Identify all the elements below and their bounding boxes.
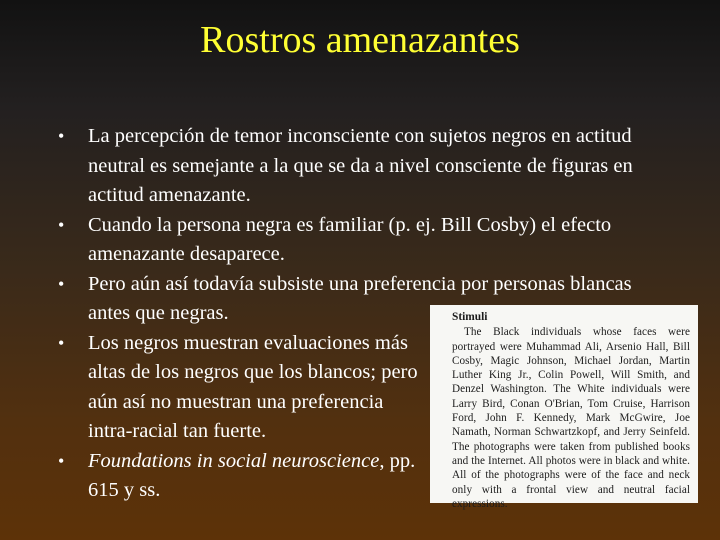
excerpt-body: The Black individuals whose faces were portrayed were Muhammad Ali, Arsenio Hall, Bill Cosby, Magic Johnson, Michael Jordan, Martin Luther King Jr., Colin Powell, Will Smith, and Denzel Washington. The White individuals were Larry Bird, Conan O'Brian, Tom Cruise, Harrison Ford, John F. Kennedy, Mark McGwire, Joe Namath, Norman Schwartzkopf, and Jerry Seinfeld. The photographs were taken from published books and the Internet. All photos were in black and white. All of the photographs were of the face and neck only with a frontal view and neutral facial expressions. — [452, 326, 690, 510]
bullet-item — [58, 122, 658, 211]
bullet-icon: • — [58, 126, 65, 146]
bullet-text: Pero aún así todavía subsiste una preferencia por personas blancas antes que negras. — [88, 272, 632, 324]
reference-title: Foundations in social neuroscience — [88, 449, 380, 472]
bullet-icon: • — [58, 450, 65, 471]
bullet-icon: • — [58, 214, 65, 235]
slide-title: Rostros amenazantes — [200, 19, 520, 61]
bullet-text: Los negros muestran evaluaciones más altas de los negros que los blancos; pero aún así no muestran una preferencia intra-racial tan fuerte. — [88, 331, 418, 442]
bullet-text: La percepción de temor inconsciente con sujetos negros en actitud neutral es semejante a la que se da a nivel consciente de figuras en actitud amenazante. — [88, 125, 633, 206]
excerpt-heading: Stimuli — [452, 311, 488, 323]
bullet-icon: • — [58, 273, 65, 294]
reference-pages: , pp. 615 y ss. — [88, 449, 416, 501]
bullet-icon: • — [58, 332, 65, 353]
bullet-item — [58, 211, 658, 270]
paper-excerpt — [430, 305, 698, 510]
bullet-text: Cuando la persona negra es familiar (p. ej. Bill Cosby) el efecto amenazante desaparece. — [88, 213, 612, 265]
bullet-item — [58, 447, 428, 506]
bullet-item — [58, 329, 428, 447]
